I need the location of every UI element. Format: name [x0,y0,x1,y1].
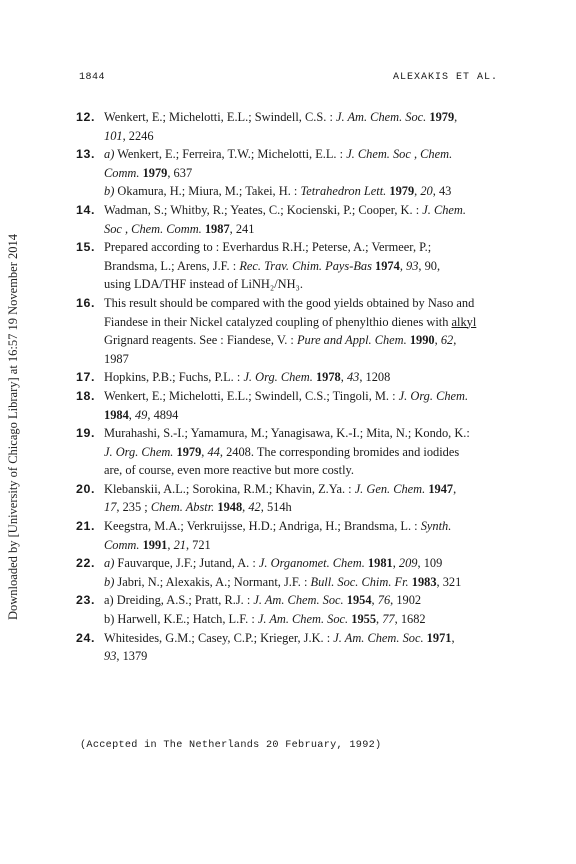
reference-segment: Comm. [104,165,140,180]
reference-segment: 1974 [375,258,400,273]
reference-number: 17. [75,370,95,385]
reference-text [104,201,508,238]
reference-line [104,294,508,313]
reference-line [104,201,508,220]
reference-line [104,257,508,276]
reference-list [68,108,508,666]
reference-number: 19. [75,426,95,441]
reference-segment: Wadman, S.; Whitby, R.; Yeates, C.; Kocienski, P.; Cooper, K. : [104,202,423,217]
reference-segment: Tetrahedron Lett. [300,184,387,199]
acceptance-note: (Accepted in The Netherlands 20 February, 1992) [80,740,382,751]
reference-segment: J. Chem. [422,202,466,217]
reference-segment: , [453,333,457,348]
download-watermark: Downloaded by [University of Chicago Library] at 16:57 19 November 2014 [6,233,20,620]
reference-segment: Bull. Soc. Chim. Fr. [310,574,409,589]
reference-item [68,294,508,368]
reference-line [104,127,508,146]
reference-line [104,517,508,536]
reference-segment: J. Am. Chem. Soc. [257,612,349,627]
reference-segment: Soc , Chem. Comm. [104,221,202,236]
reference-segment: 1984 [104,407,129,422]
reference-segment: J. Org. Chem. [243,370,313,385]
reference-segment: 1979 [389,184,415,199]
reference-line [104,573,508,592]
reference-item [68,238,508,294]
reference-segment: 1955 [351,612,377,627]
reference-line [104,406,508,425]
reference-segment: J. Org. Chem. [398,388,469,403]
reference-segment: Grignard reagents. See : Fiandese, V. : [104,333,297,348]
reference-segment: 1987 [104,351,129,366]
reference-segment: , 43 [432,184,452,199]
reference-segment: alkyl [451,314,477,329]
reference-segment: 76 [377,593,391,608]
reference-line [104,275,508,294]
reference-number: 16. [75,295,95,310]
reference-segment: , [434,333,441,348]
reference-segment: 1971 [426,630,452,645]
reference-segment: Synth. [420,519,452,534]
reference-line [104,554,508,573]
reference-number: 23. [75,593,95,608]
reference-line [104,536,508,555]
reference-segment: a) Dreiding, A.S.; Pratt, R.J. : [104,593,254,608]
reference-text [104,480,508,517]
reference-segment: , 1682 [394,612,426,627]
reference-line [104,145,508,164]
reference-segment: J. Am. Chem. Soc. [336,110,427,124]
reference-line [104,182,508,201]
reference-segment: , [399,258,407,273]
reference-segment: , 109 [417,556,443,571]
reference-segment: , 721 [185,537,211,552]
reference-item [68,517,508,554]
reference-line [104,331,508,350]
reference-number: 12. [75,110,95,124]
reference-line [104,108,508,127]
reference-segment: J. Organomet. Chem. [258,556,365,571]
reference-number: 22. [75,556,95,571]
reference-segment: , [242,500,249,515]
reference-number: 21. [75,519,95,534]
reference-segment: 1987 [204,221,230,236]
reference-segment: 20 [420,184,433,199]
reference-segment: Wenkert, E.; Michelotti, E.L.; Swindell, C.S.; Tingoli, M. : [104,388,399,403]
reference-segment: are, of course, even more reactive but more costly. [104,463,354,478]
reference-segment: a) [104,147,115,162]
reference-text [104,629,508,666]
reference-text [104,368,508,387]
reference-segment: , 514h [260,500,292,515]
reference-item [68,387,508,424]
reference-segment: , 1379 [116,649,148,664]
reference-segment: 1979 [429,110,455,124]
reference-segment: 49 [134,407,148,422]
reference-segment: Keegstra, M.A.; Verkruijsse, H.D.; Andriga, H.; Brandsma, L. : [104,519,421,534]
reference-item [68,554,508,591]
reference-segment: J. Am. Chem. Soc. [333,630,424,645]
reference-item [68,145,508,201]
reference-segment: , 4894 [147,407,179,422]
reference-segment: J. Org. Chem. [104,444,174,459]
reference-segment: 1979 [142,165,168,180]
reference-line [104,350,508,369]
reference-segment: 101 [104,128,123,143]
reference-segment: 1954 [346,593,372,608]
reference-segment: 1947 [428,481,454,496]
reference-segment: b) Harwell, K.E.; Hatch, L.F. : [104,612,258,627]
reference-number: 14. [75,202,95,217]
reference-segment: Brandsma, L.; Arens, J.F. : [104,258,240,273]
reference-line [104,164,508,183]
reference-line [104,238,508,257]
reference-text [104,591,508,628]
reference-segment: 43 [346,370,360,385]
reference-number: 24. [75,630,95,645]
reference-segment: Murahashi, S.-I.; Yamamura, M.; Yanagisawa, K.-I.; Mita, N.; Kondo, K.: [104,426,470,441]
reference-segment: 21 [173,537,186,552]
reference-segment: 93 [406,258,419,273]
reference-text [104,238,508,294]
reference-segment: , [376,612,383,627]
reference-segment: Fiandese in their Nickel catalyzed coupling of phenylthio dienes with [104,314,452,329]
reference-segment: Chem. Abstr. [150,500,215,515]
reference-number: 13. [75,147,95,162]
reference-segment: Wenkert, E.; Michelotti, E.L.; Swindell, C.S. : [104,110,336,124]
reference-item [68,201,508,238]
reference-segment: 1979 [176,444,202,459]
reference-segment: , [128,407,135,422]
reference-line [104,368,508,387]
reference-line [104,629,508,648]
reference-segment: , 235 ; [116,500,151,515]
reference-segment: Pure and Appl. Chem. [296,333,407,348]
reference-segment: , [371,593,378,608]
reference-text [104,517,508,554]
reference-segment: J. Chem. Soc , Chem. [346,147,453,162]
reference-segment: J. Gen. Chem. [354,481,426,496]
reference-number: 20. [75,481,95,496]
reference-text [104,424,508,480]
reference-segment: Fauvarque, J.F.; Jutand, A. : [114,556,259,571]
reference-segment: b) [104,184,115,199]
running-head-authors: ALEXAKIS ET AL. [392,72,498,83]
reference-segment: 42 [248,500,261,515]
reference-line [104,443,508,462]
reference-segment: This result should be compared with the good yields obtained by Naso and [104,295,475,310]
reference-segment: 1991 [142,537,168,552]
reference-text [104,108,508,145]
reference-segment: , [453,481,457,496]
reference-line [104,387,508,406]
reference-segment: , [451,630,455,645]
reference-segment: , 1902 [390,593,422,608]
reference-segment: Okamura, H.; Miura, M.; Takei, H. : [114,184,301,199]
reference-segment: , [167,537,174,552]
reference-segment: J. Am. Chem. Soc. [253,593,344,608]
reference-segment: 1990 [409,333,435,348]
reference-line [104,220,508,239]
reference-segment: 44 [207,444,220,459]
reference-text [104,294,508,368]
reference-segment: 1978 [315,370,341,385]
reference-segment: Klebanskii, A.L.; Sorokina, R.M.; Khavin, Z.Ya. : [104,481,355,496]
reference-number: 15. [75,240,95,255]
reference-segment: 1948 [217,500,243,515]
reference-segment: , [340,370,347,385]
reference-segment: 77 [382,612,395,627]
reference-segment: Prepared according to : Everhardus R.H.; Peterse, A.; Vermeer, P.; [104,240,432,255]
reference-segment: 1983 [411,574,437,589]
reference-text [104,145,508,201]
reference-segment: b) [104,574,115,589]
reference-line [104,610,508,629]
reference-item [68,629,508,666]
reference-segment: , 2408. The corresponding bromides and iodides [219,444,460,459]
reference-segment: Wenkert, E.; Ferreira, T.W.; Michelotti, E.L. : [114,147,347,162]
reference-line [104,313,508,332]
reference-segment: , [454,110,458,124]
reference-segment: Hopkins, P.B.; Fuchs, P.L. : [104,370,244,385]
reference-segment: using LDA/THF instead of LiNH₂/NH₃. [104,277,303,292]
reference-line [104,498,508,517]
reference-segment: 62 [440,333,454,348]
reference-item [68,368,508,387]
reference-segment: , 2246 [122,128,154,143]
reference-segment: a) [104,556,115,571]
reference-item [68,480,508,517]
reference-line [104,591,508,610]
reference-item [68,591,508,628]
reference-segment: 1981 [367,556,393,571]
reference-number: 18. [75,388,95,403]
reference-segment: , [414,184,421,199]
reference-line [104,480,508,499]
reference-segment: , 1208 [359,370,391,385]
reference-item [68,424,508,480]
reference-segment: Jabri, N.; Alexakis, A.; Normant, J.F. : [114,574,311,589]
reference-text [104,387,508,424]
reference-text [104,554,508,591]
reference-item [68,108,508,145]
reference-segment: Rec. Trav. Chim. Pays-Bas [239,258,372,273]
reference-segment: , 241 [229,221,255,236]
page-number: 1844 [79,72,106,83]
reference-segment: Whitesides, G.M.; Casey, C.P.; Krieger, J.K. : [104,630,334,645]
reference-segment: , 321 [436,574,462,589]
reference-segment: 17 [104,500,117,515]
reference-line [104,424,508,443]
reference-segment: , 90, [418,258,441,273]
reference-segment: 209 [398,556,418,571]
reference-segment: 93 [104,649,117,664]
reference-segment: , 637 [167,165,193,180]
reference-segment: , [201,444,208,459]
reference-line [104,647,508,666]
reference-segment: Comm. [104,537,140,552]
reference-segment: , [392,556,399,571]
reference-line [104,461,508,480]
